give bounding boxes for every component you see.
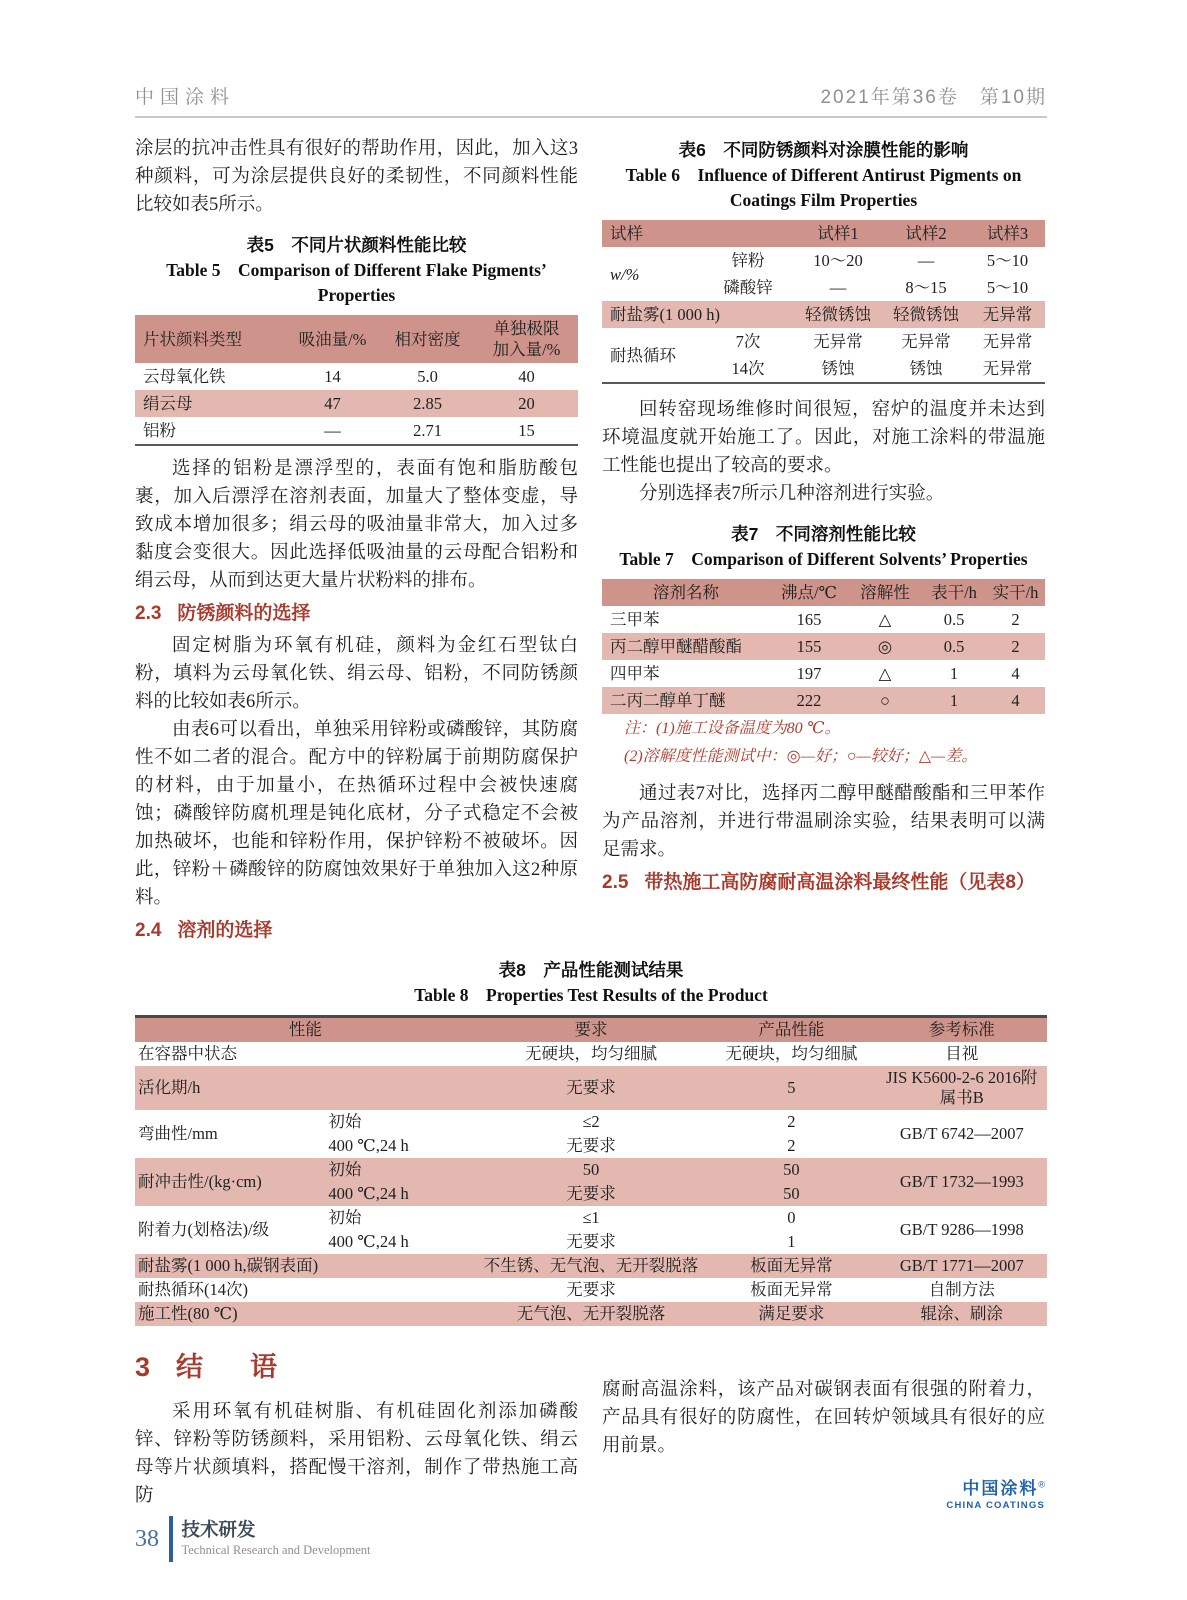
cell: 20 xyxy=(475,390,578,417)
cell: 耐盐雾(1 000 h) xyxy=(602,301,794,328)
cell: 无气泡、无开裂脱落 xyxy=(476,1302,707,1326)
cell: 性能 xyxy=(135,1017,476,1043)
cell-line: 单独极限 xyxy=(493,319,560,338)
cell: 无硬块，均匀细腻 xyxy=(725,1044,858,1063)
paragraph: 涂层的抗冲击性具有很好的帮助作用，因此，加入这3种颜料，可为涂层提供良好的柔韧性，不同颜料性能比较如表5所示。 xyxy=(135,139,578,215)
paragraph: 采用环氧有机硅树脂、有机硅固化剂添加磷酸锌、锌粉等防锈颜料，采用铝粉、云母氧化铁、绢云母等片状颜填料，搭配慢干溶剂，制作了带热施工高防 xyxy=(135,1402,578,1506)
cell: 辊涂、刷涂 xyxy=(877,1302,1047,1326)
cell: 满足要求 xyxy=(706,1302,876,1326)
cell: 磷酸锌 xyxy=(723,278,773,297)
cell: 400 ℃,24 h xyxy=(328,1232,409,1251)
conclusion-columns xyxy=(135,1346,1047,1511)
cell: △ xyxy=(878,610,892,629)
table-row xyxy=(602,687,1045,714)
cell: 155 xyxy=(770,633,848,660)
cell: 0.5 xyxy=(943,610,965,629)
table7-caption-en: Table 7 Comparison of Different Solvents’ Properties xyxy=(619,549,1028,569)
cell: — xyxy=(829,278,847,297)
issue-info: 2021年第36卷 第10期 xyxy=(820,87,1047,108)
cell: — xyxy=(324,421,341,440)
cell: ≤2 xyxy=(582,1112,600,1131)
cell: 活化期/h xyxy=(135,1066,476,1110)
cell: 锈蚀 xyxy=(821,359,855,378)
table6-caption-en: Table 6 Influence of Different Antirust Pigments on Coatings Film Properties xyxy=(625,165,1022,210)
paragraph: 固定树脂为环氧有机硅，颜料为金红石型钛白粉，填料为云母氧化铁、绢云母、铝粉，不同防锈颜料的比较如表6所示。 xyxy=(135,636,578,712)
table-row xyxy=(135,1158,1047,1182)
cell: 无要求 xyxy=(566,1232,616,1251)
cell: 5～10 xyxy=(986,251,1029,270)
footer-label-en: Technical Research and Development xyxy=(181,1543,371,1557)
table-row xyxy=(135,1017,1047,1043)
cell: 40 xyxy=(518,367,535,386)
cell: 14 xyxy=(324,367,341,386)
table-row xyxy=(135,1302,1047,1326)
cell: GB/T 6742—2007 xyxy=(899,1124,1024,1143)
cell: 施工性(80 ℃) xyxy=(135,1302,476,1326)
cell: 板面无异常 xyxy=(706,1254,876,1278)
cell: 无异常 xyxy=(982,359,1033,378)
cell: 实干/h xyxy=(986,579,1045,606)
cell: 无要求 xyxy=(476,1066,707,1110)
cell: 无异常 xyxy=(901,332,951,351)
conclusion-right xyxy=(602,1346,1045,1511)
cell: 无异常 xyxy=(982,332,1033,351)
table-row xyxy=(602,579,1045,606)
cell: 无要求 xyxy=(476,1182,707,1206)
table-row xyxy=(135,315,578,363)
cell: 15 xyxy=(518,421,535,440)
table5-caption-zh: 表5 不同片状颜料性能比较 xyxy=(246,235,467,255)
cell: 50 xyxy=(476,1158,707,1182)
cell: 目视 xyxy=(945,1044,979,1063)
cell: 试样 xyxy=(602,220,794,247)
section-title: 防锈颜料的选择 xyxy=(177,603,311,624)
paragraph: 腐耐高温涂料，该产品对碳钢表面有很强的附着力，产品具有很好的防腐性，在回转炉领域具有很好的应用前景。 xyxy=(602,1380,1045,1456)
cell: △ xyxy=(878,664,892,683)
section-number: 2.5 xyxy=(602,872,629,893)
cell: 47 xyxy=(285,390,380,417)
cell: 沸点/℃ xyxy=(770,579,848,606)
table-row xyxy=(135,417,578,445)
journal-name: 中国涂料 xyxy=(135,87,236,108)
cell: 溶剂名称 xyxy=(602,579,770,606)
paragraph: 分别选择表7所示几种溶剂进行实验。 xyxy=(639,484,945,504)
cell: 无要求 xyxy=(566,1136,616,1155)
cell: 1 xyxy=(787,1232,796,1251)
cell: 2 xyxy=(787,1112,796,1131)
cell: 附着力(划格法)/级 xyxy=(138,1220,270,1239)
cell: 2.71 xyxy=(413,421,442,440)
cell: 试样1 xyxy=(794,220,882,247)
cell: 初始 xyxy=(328,1112,362,1131)
cell: 222 xyxy=(770,687,848,714)
table7-note-1: 注：(1)施工设备温度为80 ℃。 xyxy=(624,720,841,737)
cell: 1 xyxy=(949,664,959,683)
cell: 耐盐雾(1 000 h,碳钢表面) xyxy=(135,1254,476,1278)
cell: 400 ℃,24 h xyxy=(325,1182,475,1206)
cell: 初始 xyxy=(325,1158,475,1182)
cell: 8～15 xyxy=(905,278,947,297)
top-columns xyxy=(135,135,1047,949)
table-row xyxy=(135,1254,1047,1278)
cell: 自制方法 xyxy=(928,1280,995,1299)
footer-label-zh: 技术研发 xyxy=(181,1519,256,1540)
registered-mark: ® xyxy=(1038,1479,1045,1490)
cell: 轻微锈蚀 xyxy=(882,301,970,328)
cell: 1 xyxy=(922,687,986,714)
cell: 云母氧化铁 xyxy=(143,367,226,386)
table6-caption-zh: 表6 不同防锈颜料对涂膜性能的影响 xyxy=(678,140,969,160)
paragraph: 通过表7对比，选择丙二醇甲醚醋酸酯和三甲苯作为产品溶剂，并进行带温刷涂实验，结果表明可以满足需求。 xyxy=(602,784,1045,860)
table5-caption-en: Table 5 Comparison of Different Flake Pigments’ Properties xyxy=(166,260,547,305)
cell: 无异常 xyxy=(970,301,1045,328)
cell-line: 加入量/% xyxy=(492,340,561,359)
page-header xyxy=(135,0,1047,118)
cell: 0.5 xyxy=(922,633,986,660)
table-row xyxy=(135,390,578,417)
cell: 2.85 xyxy=(380,390,475,417)
cell: 无硬块，均匀细腻 xyxy=(524,1044,657,1063)
cell: GB/T 1771—2007 xyxy=(877,1254,1047,1278)
cell: 试样3 xyxy=(970,220,1045,247)
table7 xyxy=(602,579,1045,714)
table-row xyxy=(135,1110,1047,1134)
cell: ○ xyxy=(848,687,922,714)
cell: ≤1 xyxy=(582,1208,600,1227)
cell: 5～10 xyxy=(986,278,1029,297)
cell: 绢云母 xyxy=(135,390,285,417)
section-title: 带热施工高防腐耐高温涂料最终性能（见表8） xyxy=(644,872,1035,893)
cell: 耐冲击性/(kg·cm) xyxy=(135,1158,325,1206)
cell: 丙二醇甲醚醋酸酯 xyxy=(602,633,770,660)
table-row xyxy=(602,660,1045,687)
cell: 参考标准 xyxy=(877,1017,1047,1043)
paragraph: 选择的铝粉是漂浮型的，表面有饱和脂肪酸包裹，加入后漂浮在溶剂表面，加量大了整体变虚，导致成本增加很多；绢云母的吸油量非常大，加入过多黏度会变很大。因此选择低吸油量的云母配合铝粉和绢云母，从而到达更大量片状粉料的排布。 xyxy=(135,459,578,591)
table-row xyxy=(135,1278,1047,1302)
cell: ◎ xyxy=(848,633,922,660)
cell: 4 xyxy=(986,687,1045,714)
cell: 165 xyxy=(796,610,822,629)
page-number: 38 xyxy=(135,1525,159,1552)
cell: 400 ℃,24 h xyxy=(328,1136,409,1155)
logo-text-zh: 中国涂料 xyxy=(962,1479,1039,1498)
footer-divider-bar xyxy=(169,1516,173,1562)
cell: 吸油量/% xyxy=(285,315,380,363)
cell: 耐热循环 xyxy=(610,345,676,365)
cell: 197 xyxy=(796,664,822,683)
table-row xyxy=(602,328,1045,355)
section-heading-3 xyxy=(135,1350,578,1384)
section-number: 2.4 xyxy=(135,920,162,941)
cell: 7次 xyxy=(735,332,761,351)
table8-caption-zh: 表8 产品性能测试结果 xyxy=(498,960,684,980)
table-row xyxy=(602,247,1045,274)
cell: 四甲苯 xyxy=(610,664,660,683)
page-footer xyxy=(135,1516,370,1562)
cell: 无要求 xyxy=(566,1280,616,1299)
cell: 试样2 xyxy=(882,220,970,247)
cell: 2 xyxy=(1011,610,1020,629)
cell: 耐热循环(14次) xyxy=(138,1280,248,1299)
section-title: 结 语 xyxy=(176,1352,288,1382)
table-row xyxy=(602,606,1045,633)
cell: 产品性能 xyxy=(706,1017,876,1043)
cell: 片状颜料类型 xyxy=(135,315,285,363)
cell: 相对密度 xyxy=(380,315,475,363)
table5 xyxy=(135,315,578,446)
cell: 二丙二醇单丁醚 xyxy=(602,687,770,714)
china-coatings-logo xyxy=(602,1474,1045,1511)
cell: GB/T 1732—1993 xyxy=(877,1158,1047,1206)
table8-caption-en: Table 8 Properties Test Results of the Product xyxy=(414,985,768,1005)
cell: 锌粉 xyxy=(731,251,765,270)
table-row xyxy=(135,1066,1047,1110)
cell: 不生锈、无气泡、无开裂脱落 xyxy=(476,1254,707,1278)
cell: JIS K5600-2-6 2016附属书B xyxy=(877,1066,1047,1110)
section-title: 溶剂的选择 xyxy=(177,920,273,941)
cell: 轻微锈蚀 xyxy=(794,301,882,328)
table-row xyxy=(135,1206,1047,1230)
cell xyxy=(475,315,578,363)
right-column xyxy=(602,135,1045,949)
section-heading-2-4 xyxy=(135,917,578,945)
cell: 5 xyxy=(706,1066,876,1110)
cell: 4 xyxy=(1011,664,1020,683)
table-row xyxy=(602,301,1045,328)
table-row xyxy=(602,633,1045,660)
table7-note-2: (2)溶解度性能测试中：◎—好；○—较好；△—差。 xyxy=(624,748,978,765)
cell: 三甲苯 xyxy=(610,610,660,629)
cell: 在容器中状态 xyxy=(138,1044,237,1063)
table8 xyxy=(135,1015,1047,1326)
left-column xyxy=(135,135,578,949)
section-heading-2-5 xyxy=(602,869,1045,897)
cell: 板面无异常 xyxy=(750,1280,833,1299)
paragraph: 由表6可以看出，单独采用锌粉或磷酸锌，其防腐性不如二者的混合。配方中的锌粉属于前期防腐保护的材料，由于加量小，在热循环过程中会被快速腐蚀；磷酸锌防腐机理是钝化底材，分子式稳定不会被加热破坏，也能和锌粉作用，保护锌粉不被破坏。因此，锌粉＋磷酸锌的防腐蚀效果好于单独加入这2种原料。 xyxy=(135,720,578,908)
section-number: 2.3 xyxy=(135,603,162,624)
table-row xyxy=(135,1042,1047,1066)
table-row xyxy=(135,363,578,390)
cell: 初始 xyxy=(328,1208,362,1227)
table8-block xyxy=(135,957,1047,1326)
cell: 5.0 xyxy=(417,367,438,386)
section-heading-2-3 xyxy=(135,600,578,628)
cell: w/% xyxy=(610,264,640,284)
logo-text-en: CHINA COATINGS xyxy=(946,1500,1045,1511)
cell: 2 xyxy=(986,633,1045,660)
cell: — xyxy=(917,251,935,270)
cell: 铝粉 xyxy=(143,421,176,440)
cell: 无异常 xyxy=(813,332,863,351)
paragraph: 回转窑现场维修时间很短，窑炉的温度并未达到环境温度就开始施工了。因此，对施工涂料的带温施工性能也提出了较高的要求。 xyxy=(602,400,1045,476)
cell: 10～20 xyxy=(813,251,863,270)
section-number: 3 xyxy=(135,1352,151,1382)
footer-labels xyxy=(182,1519,371,1559)
conclusion-left xyxy=(135,1346,578,1511)
cell: 溶解性 xyxy=(848,579,922,606)
cell: GB/T 9286—1998 xyxy=(899,1220,1024,1239)
cell: 0 xyxy=(787,1208,796,1227)
cell: 锈蚀 xyxy=(909,359,943,378)
cell: 表干/h xyxy=(922,579,986,606)
cell: 2 xyxy=(787,1136,796,1155)
table7-caption-zh: 表7 不同溶剂性能比较 xyxy=(731,524,916,544)
cell: 要求 xyxy=(476,1017,707,1043)
table-row xyxy=(602,220,1045,247)
table6 xyxy=(602,220,1045,384)
cell: 50 xyxy=(706,1158,876,1182)
cell: 50 xyxy=(706,1182,876,1206)
cell: 弯曲性/mm xyxy=(138,1124,218,1143)
cell: 14次 xyxy=(731,359,765,378)
